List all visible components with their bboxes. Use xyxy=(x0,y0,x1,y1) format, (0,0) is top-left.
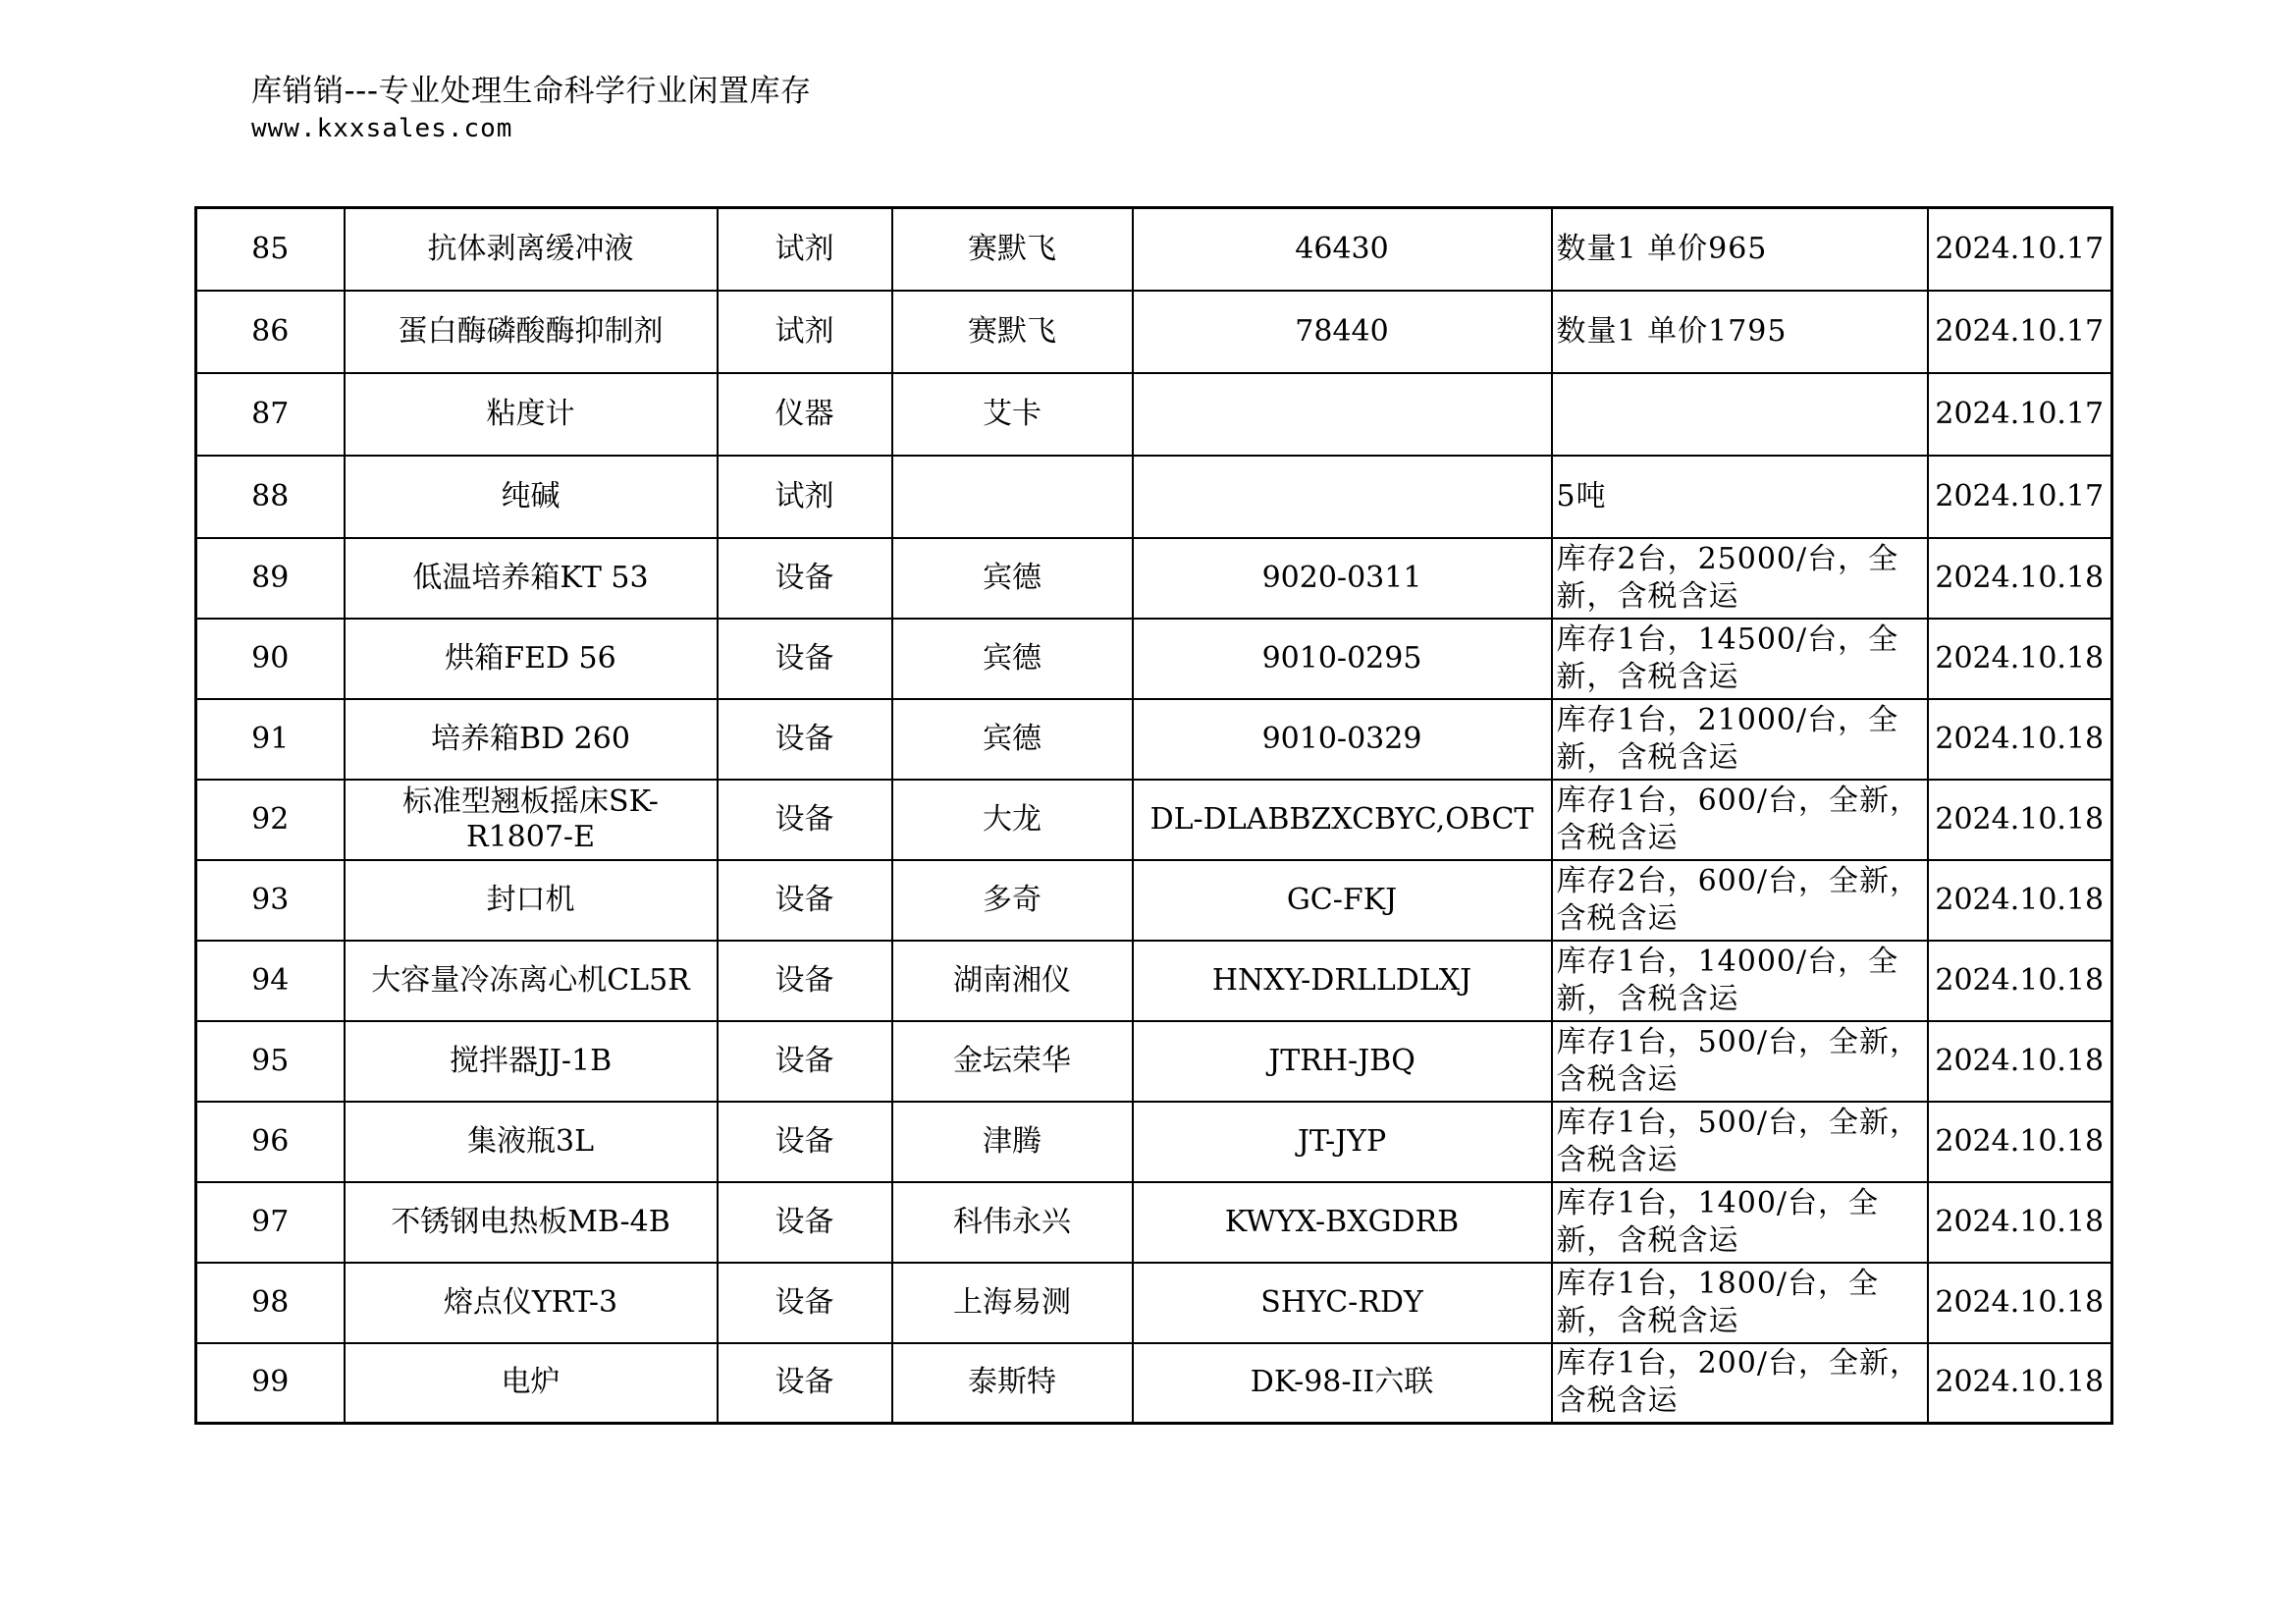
product-brand: 宾德 xyxy=(892,699,1133,780)
product-note xyxy=(1552,373,1928,456)
table-row xyxy=(196,1343,2112,1424)
listing-date: 2024.10.18 xyxy=(1928,619,2112,699)
product-category: 设备 xyxy=(718,780,892,860)
product-brand: 大龙 xyxy=(892,780,1133,860)
product-name: 纯碱 xyxy=(345,456,718,538)
product-brand: 多奇 xyxy=(892,860,1133,941)
table-row xyxy=(196,699,2112,780)
row-number: 99 xyxy=(196,1343,345,1424)
product-model: DL-DLABBZXCBYC,OBCT xyxy=(1133,780,1552,860)
product-category: 试剂 xyxy=(718,208,892,291)
product-category: 设备 xyxy=(718,1021,892,1102)
table-row xyxy=(196,373,2112,456)
product-model: HNXY-DRLLDLXJ xyxy=(1133,941,1552,1021)
listing-date: 2024.10.18 xyxy=(1928,1343,2112,1424)
product-name: 粘度计 xyxy=(345,373,718,456)
product-category: 设备 xyxy=(718,1182,892,1263)
table-row xyxy=(196,1182,2112,1263)
listing-date: 2024.10.17 xyxy=(1928,208,2112,291)
product-note: 库存1台，14000/台，全新，含税含运 xyxy=(1552,941,1928,1021)
product-note: 库存2台，600/台，全新，含税含运 xyxy=(1552,860,1928,941)
product-note: 库存1台，1800/台，全新，含税含运 xyxy=(1552,1263,1928,1343)
page-header xyxy=(251,71,812,145)
table-row xyxy=(196,860,2112,941)
product-name: 不锈钢电热板MB-4B xyxy=(345,1182,718,1263)
listing-date: 2024.10.18 xyxy=(1928,941,2112,1021)
table-row xyxy=(196,456,2112,538)
product-category: 仪器 xyxy=(718,373,892,456)
product-name: 培养箱BD 260 xyxy=(345,699,718,780)
product-category: 设备 xyxy=(718,538,892,619)
table-row xyxy=(196,1021,2112,1102)
row-number: 92 xyxy=(196,780,345,860)
product-name: 抗体剥离缓冲液 xyxy=(345,208,718,291)
product-model xyxy=(1133,456,1552,538)
listing-date: 2024.10.18 xyxy=(1928,780,2112,860)
product-brand: 艾卡 xyxy=(892,373,1133,456)
listing-date: 2024.10.17 xyxy=(1928,373,2112,456)
row-number: 98 xyxy=(196,1263,345,1343)
listing-date: 2024.10.18 xyxy=(1928,1263,2112,1343)
product-name: 烘箱FED 56 xyxy=(345,619,718,699)
product-note: 库存1台，14500/台，全新，含税含运 xyxy=(1552,619,1928,699)
product-brand: 津腾 xyxy=(892,1102,1133,1182)
product-brand: 湖南湘仪 xyxy=(892,941,1133,1021)
product-note: 数量1 单价1795 xyxy=(1552,291,1928,373)
product-note: 库存1台，200/台，全新，含税含运 xyxy=(1552,1343,1928,1424)
product-model: JTRH-JBQ xyxy=(1133,1021,1552,1102)
product-brand: 科伟永兴 xyxy=(892,1182,1133,1263)
product-brand: 宾德 xyxy=(892,538,1133,619)
row-number: 85 xyxy=(196,208,345,291)
product-name: 电炉 xyxy=(345,1343,718,1424)
product-note: 库存1台，21000/台，全新，含税含运 xyxy=(1552,699,1928,780)
product-category: 试剂 xyxy=(718,291,892,373)
product-note: 库存1台，500/台，全新，含税含运 xyxy=(1552,1102,1928,1182)
product-name: 蛋白酶磷酸酶抑制剂 xyxy=(345,291,718,373)
product-brand: 赛默飞 xyxy=(892,208,1133,291)
table-row xyxy=(196,619,2112,699)
product-name: 搅拌器JJ-1B xyxy=(345,1021,718,1102)
product-brand xyxy=(892,456,1133,538)
row-number: 88 xyxy=(196,456,345,538)
product-model: 9020-0311 xyxy=(1133,538,1552,619)
product-note: 库存1台，1400/台，全新，含税含运 xyxy=(1552,1182,1928,1263)
product-model: DK-98-II六联 xyxy=(1133,1343,1552,1424)
product-brand: 赛默飞 xyxy=(892,291,1133,373)
table-row xyxy=(196,1102,2112,1182)
row-number: 89 xyxy=(196,538,345,619)
product-category: 设备 xyxy=(718,860,892,941)
table-row xyxy=(196,538,2112,619)
product-note: 数量1 单价965 xyxy=(1552,208,1928,291)
row-number: 94 xyxy=(196,941,345,1021)
table-row xyxy=(196,1263,2112,1343)
product-category: 设备 xyxy=(718,1102,892,1182)
table-row xyxy=(196,208,2112,291)
listing-date: 2024.10.18 xyxy=(1928,1102,2112,1182)
product-note: 库存2台，25000/台，全新，含税含运 xyxy=(1552,538,1928,619)
product-category: 设备 xyxy=(718,619,892,699)
product-model: 9010-0329 xyxy=(1133,699,1552,780)
row-number: 87 xyxy=(196,373,345,456)
website-url: www.kxxsales.com xyxy=(251,114,513,143)
table-row xyxy=(196,941,2112,1021)
row-number: 91 xyxy=(196,699,345,780)
listing-date: 2024.10.17 xyxy=(1928,456,2112,538)
row-number: 96 xyxy=(196,1102,345,1182)
table-row xyxy=(196,780,2112,860)
product-name: 封口机 xyxy=(345,860,718,941)
product-category: 设备 xyxy=(718,1343,892,1424)
product-name: 低温培养箱KT 53 xyxy=(345,538,718,619)
listing-date: 2024.10.17 xyxy=(1928,291,2112,373)
page-title: 库销销---专业处理生命科学行业闲置库存 xyxy=(251,74,812,109)
product-model: SHYC-RDY xyxy=(1133,1263,1552,1343)
product-name: 集液瓶3L xyxy=(345,1102,718,1182)
row-number: 90 xyxy=(196,619,345,699)
product-category: 设备 xyxy=(718,699,892,780)
listing-date: 2024.10.18 xyxy=(1928,1021,2112,1102)
product-note: 库存1台，500/台，全新，含税含运 xyxy=(1552,1021,1928,1102)
row-number: 86 xyxy=(196,291,345,373)
listing-date: 2024.10.18 xyxy=(1928,538,2112,619)
product-category: 设备 xyxy=(718,941,892,1021)
product-model: KWYX-BXGDRB xyxy=(1133,1182,1552,1263)
product-category: 设备 xyxy=(718,1263,892,1343)
product-model: GC-FKJ xyxy=(1133,860,1552,941)
table-row xyxy=(196,291,2112,373)
product-brand: 金坛荣华 xyxy=(892,1021,1133,1102)
product-name: 大容量冷冻离心机CL5R xyxy=(345,941,718,1021)
row-number: 95 xyxy=(196,1021,345,1102)
product-model: 9010-0295 xyxy=(1133,619,1552,699)
product-brand: 宾德 xyxy=(892,619,1133,699)
product-model: JT-JYP xyxy=(1133,1102,1552,1182)
row-number: 97 xyxy=(196,1182,345,1263)
row-number: 93 xyxy=(196,860,345,941)
product-name: 标准型翘板摇床SK-R1807-E xyxy=(345,780,718,860)
listing-date: 2024.10.18 xyxy=(1928,1182,2112,1263)
product-model xyxy=(1133,373,1552,456)
listing-date: 2024.10.18 xyxy=(1928,860,2112,941)
product-brand: 上海易测 xyxy=(892,1263,1133,1343)
product-model: 78440 xyxy=(1133,291,1552,373)
product-brand: 泰斯特 xyxy=(892,1343,1133,1424)
product-note: 库存1台，600/台，全新，含税含运 xyxy=(1552,780,1928,860)
product-category: 试剂 xyxy=(718,456,892,538)
inventory-table xyxy=(194,206,2113,1425)
product-model: 46430 xyxy=(1133,208,1552,291)
listing-date: 2024.10.18 xyxy=(1928,699,2112,780)
product-name: 熔点仪YRT-3 xyxy=(345,1263,718,1343)
product-note: 5吨 xyxy=(1552,456,1928,538)
